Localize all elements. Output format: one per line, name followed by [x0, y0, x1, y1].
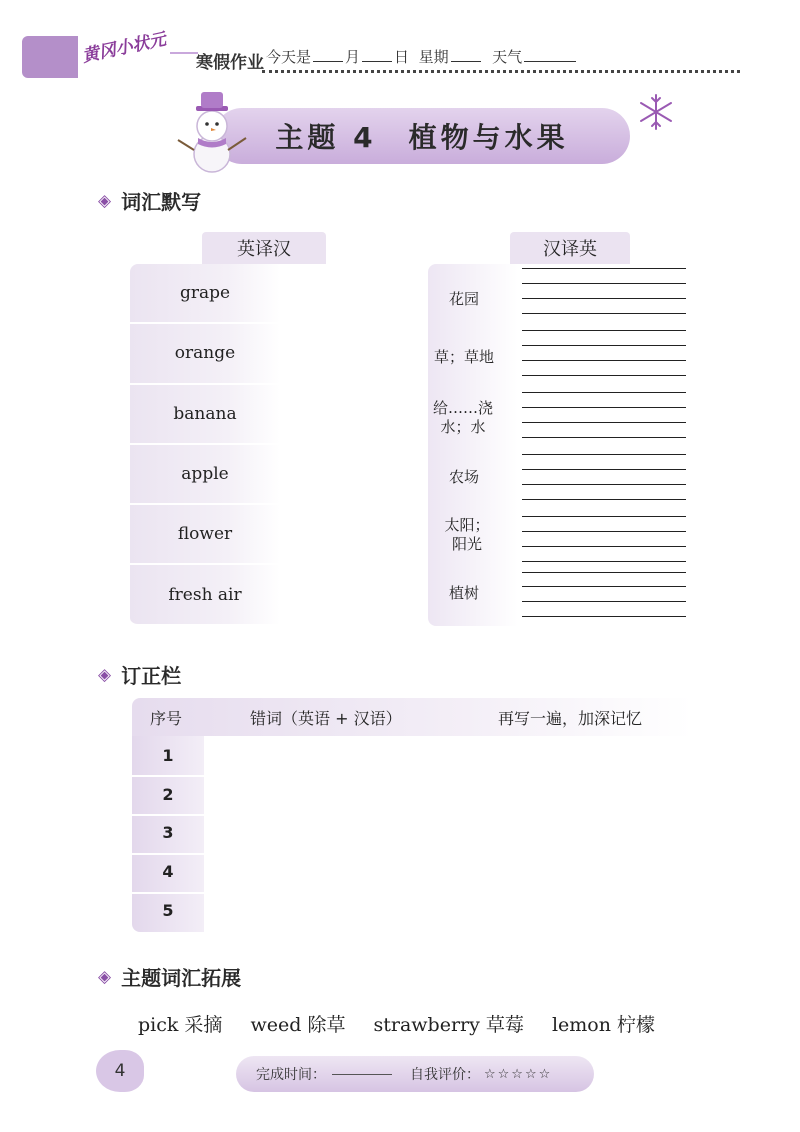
- zh-to-en-label: 汉译英: [510, 232, 630, 264]
- topic-title: 主题 4 植物与水果: [275, 121, 569, 154]
- vocab-heading: [98, 186, 201, 215]
- snowman-icon: [170, 88, 254, 174]
- date-line: [266, 46, 578, 67]
- eval-label: 自我评价：: [410, 1067, 480, 1083]
- expansion-word: lemon 柠檬: [551, 1014, 656, 1036]
- col-rewrite: 再写一遍，加深记忆: [498, 709, 643, 728]
- month-label: 月: [345, 48, 361, 66]
- diamond-icon: ◈: [98, 664, 112, 685]
- row-number: 5: [162, 901, 174, 920]
- col-number: 序号: [150, 709, 183, 728]
- row-number: 1: [162, 746, 174, 765]
- brand-logo: 黄冈小状元: [80, 29, 168, 67]
- expansion-heading: [98, 962, 241, 991]
- rating-stars[interactable]: ☆☆☆☆☆: [484, 1066, 553, 1082]
- expansion-word-list: [138, 1010, 677, 1037]
- header-tab: [22, 36, 78, 78]
- footer-bar: [236, 1056, 594, 1092]
- weather-label: 天气: [492, 48, 523, 66]
- correction-heading-text: 订正栏: [121, 664, 182, 688]
- chinese-word: 植树: [448, 584, 479, 602]
- diamond-icon: ◈: [98, 190, 112, 211]
- correction-heading: [98, 660, 181, 689]
- english-word: banana: [130, 385, 280, 445]
- english-word: fresh air: [130, 565, 280, 625]
- header-title: 寒假作业: [196, 53, 264, 73]
- weekday-label: 星期: [418, 48, 449, 66]
- english-word: apple: [130, 445, 280, 505]
- day-blank[interactable]: [362, 61, 392, 62]
- expansion-word: weed 除草: [250, 1014, 346, 1036]
- month-blank[interactable]: [313, 61, 343, 62]
- col-wrong-word: 错词（英语 + 汉语）: [250, 709, 402, 728]
- row-number: 3: [162, 823, 174, 842]
- chinese-word: 太阳；阳光: [444, 516, 490, 553]
- correction-table: [132, 698, 692, 934]
- expansion-word: pick 采摘: [138, 1014, 223, 1036]
- row-number: 4: [162, 862, 174, 881]
- snowflake-icon: [636, 92, 676, 132]
- expansion-word: strawberry 草莓: [373, 1014, 524, 1036]
- english-word: orange: [130, 324, 280, 384]
- chinese-word: 给……浇水；水: [432, 399, 493, 436]
- chinese-word: 农场: [448, 468, 479, 486]
- correction-table-header: [132, 698, 692, 736]
- chinese-word: 花园: [448, 290, 479, 308]
- chinese-word-list: [428, 264, 518, 626]
- today-label: 今天是: [266, 48, 312, 66]
- day-label: 日: [394, 48, 410, 66]
- expansion-heading-text: 主题词汇拓展: [121, 966, 242, 990]
- en-to-zh-label: 英译汉: [202, 232, 326, 264]
- writing-lines[interactable]: [522, 268, 686, 618]
- english-word: grape: [130, 264, 280, 324]
- diamond-icon: ◈: [98, 966, 112, 987]
- chinese-word: 草；草地: [433, 348, 494, 366]
- weekday-blank[interactable]: [451, 61, 481, 62]
- vocab-heading-text: 词汇默写: [121, 190, 202, 214]
- english-word: flower: [130, 505, 280, 565]
- header-dotted-rule: [262, 70, 740, 73]
- correction-number-column: [132, 736, 204, 932]
- weather-blank[interactable]: [524, 61, 576, 62]
- page-number: 4: [96, 1050, 144, 1092]
- row-number: 2: [162, 785, 174, 804]
- time-blank[interactable]: [332, 1074, 392, 1075]
- brand-underline: [170, 52, 198, 54]
- english-word-list: [130, 264, 280, 626]
- topic-banner: [214, 108, 630, 164]
- time-label: 完成时间：: [256, 1067, 326, 1083]
